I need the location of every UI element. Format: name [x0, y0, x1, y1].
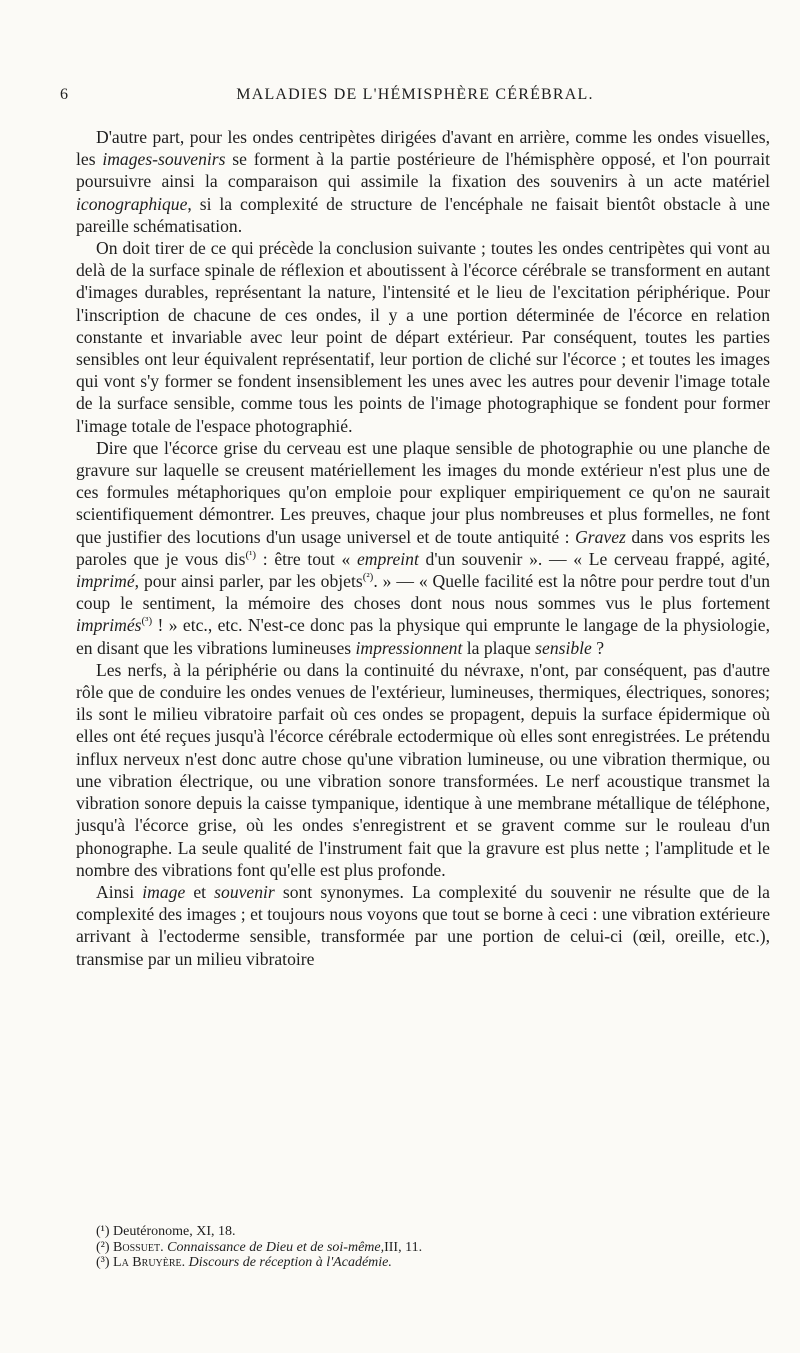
- text-run: : être tout «: [256, 548, 357, 569]
- italic-term: imprimés: [76, 615, 142, 636]
- footnote-1: [96, 1224, 756, 1240]
- footnote-marker: (²): [96, 1239, 110, 1255]
- text-run: ?: [591, 637, 605, 658]
- footnote-ref-2: (²): [362, 571, 374, 584]
- italic-term: iconographique: [76, 193, 188, 214]
- footnote-ref-3: (³): [141, 615, 153, 628]
- paragraph-3: [76, 437, 770, 659]
- footnote-author: La Bruyère.: [113, 1255, 186, 1270]
- text-run: dans vos esprits les paroles que je vous dis: [76, 526, 770, 569]
- page-header: [60, 86, 770, 110]
- paragraph-4: Les nerfs, à la périphérie ou dans la continuité du névraxe, n'ont, par conséquent, pas d'autre rôle que de conduire les ondes venues de l'extérieur, lumineuses, thermiques, électriques, sonores; ils sont le milieu vibratoire parfait où ces ondes se propagent, depuis la surface épidermique où elles ont été reçues jusqu'à l'écorce cérébrale ectodermique où elles sont enregistrées. Le prétendu influx nerveux n'est donc autre chose qu'une vibration lumineuse, ou une vibration thermique, ou une vibration électrique, ou une vibration sonore transformées. Le nerf acoustique transmet la vibration sonore depuis la caisse tympanique, identique à une membrane métallique de téléphone, jusqu'à l'écorce grise, où les ondes s'enregistrent et se gravent comme sur le rouleau d'un phonographe. La seule qualité de l'instrument fait que la gravure est plus nette ; l'amplitude et le nombre des vibrations font qu'elle est plus profonde.: [76, 659, 770, 880]
- text-run: la plaque: [462, 637, 536, 658]
- text-run: d'un souvenir ». — « Le cerveau frappé, agité,: [418, 548, 770, 569]
- text-run: D'autre part, pour les ondes centripètes dirigées d'avant en arrière, comme les ondes visuelles, les: [76, 127, 770, 170]
- text-run: sont synonymes. La complexité du souvenir ne résulte que de la complexité des images ; et toujours nous voyons que tout se borne à ceci : une vibration extérieure arrivant à l'ectoderme sensible, transformée par une portion de celui-ci (œil, oreille, etc.), transmise par un milieu vibratoire: [76, 881, 770, 969]
- text-run: Dire que l'écorce grise du cerveau est une plaque sensible de photographie ou une planche de gravure sur laquelle se creusent matériellement les images du monde extérieur n'est plus une de ces formules métaphoriques qu'on emploie pour expliquer empiriquement ce qu'on ne saurait scientifiquement démontrer. Les preuves, chaque jour plus nombreuses et plus formelles, ne font que justifier des locutions d'un usage universel et de toute antiquité :: [76, 437, 770, 547]
- italic-term: image: [142, 881, 186, 902]
- footnote-text: Deutéronome, XI, 18.: [113, 1224, 236, 1239]
- footnote-author: Bossuet.: [113, 1239, 164, 1255]
- text-run: , si la complexité de structure de l'encéphale ne faisait bientôt obstacle à une pareille schématisation.: [76, 193, 770, 236]
- footnote-marker: (³): [96, 1255, 110, 1270]
- italic-term: Gravez: [575, 526, 626, 547]
- text-run: ! » etc., etc. N'est-ce donc pas la physique qui emprunte le langage de la physiologie, en disant que les vibrations lumineuses: [76, 615, 770, 658]
- footnote-work: Discours de réception à l'Académie.: [188, 1255, 392, 1270]
- text-run: , pour ainsi parler, par les objets: [134, 571, 363, 592]
- footnote-work: Connaissance de Dieu et de soi-même,: [167, 1239, 385, 1255]
- italic-term: sensible: [535, 637, 592, 658]
- footnote-ref: III, 11.: [384, 1239, 423, 1255]
- italic-term: empreint: [356, 548, 419, 569]
- footnote-3: [96, 1255, 756, 1271]
- italic-term: souvenir: [214, 881, 275, 902]
- text-run: se forment à la partie postérieure de l'hémisphère opposé, et l'on pourrait poursuivre ainsi la comparaison qui assimile la fixation des souvenirs à un acte matériel: [76, 149, 770, 192]
- footnote-2: [96, 1240, 756, 1256]
- text-run: . » — « Quelle facilité est la nôtre pour perdre tout d'un coup le sentiment, la mémoire des choses dont nous nous sommes vus le plus fortement: [76, 571, 770, 614]
- paragraph-5: [76, 881, 770, 970]
- italic-term: imprimé: [76, 571, 135, 592]
- paragraph-1: [76, 126, 770, 237]
- text-run: et: [185, 881, 215, 902]
- paragraph-2: On doit tirer de ce qui précède la conclusion suivante ; toutes les ondes centripètes qui vont au delà de la surface spinale de réflexion et aboutissent à l'écorce cérébrale se transforment en autant d'images durables, représentant la nature, l'intensité et le lieu de l'excitation périphérique. Pour l'inscription de chacune de ces ondes, il y a une portion déterminée de l'écorce en relation constante et invariable avec leur point de départ extérieur. Par conséquent, toutes les parties sensibles ont leur équivalent représentatif, leur portion de cliché sur l'écorce ; et toutes les images qui vont s'y former se fondent insensiblement les unes avec les autres pour devenir l'image totale de la surface sensible, comme tous les points de l'image photographique se fondent pour former l'image totale de l'espace photographié.: [76, 238, 770, 436]
- body-text: [76, 126, 770, 970]
- footnote-marker: (¹): [96, 1224, 110, 1239]
- footnotes: [96, 1224, 756, 1271]
- italic-term: images-souvenirs: [102, 149, 226, 170]
- page-number: 6: [60, 86, 70, 103]
- footnote-ref-1: (¹): [245, 549, 257, 561]
- running-title: MALADIES DE L'HÉMISPHÈRE CÉRÉBRAL.: [236, 86, 594, 103]
- italic-term: impressionnent: [355, 637, 463, 658]
- text-run: Ainsi: [96, 881, 143, 902]
